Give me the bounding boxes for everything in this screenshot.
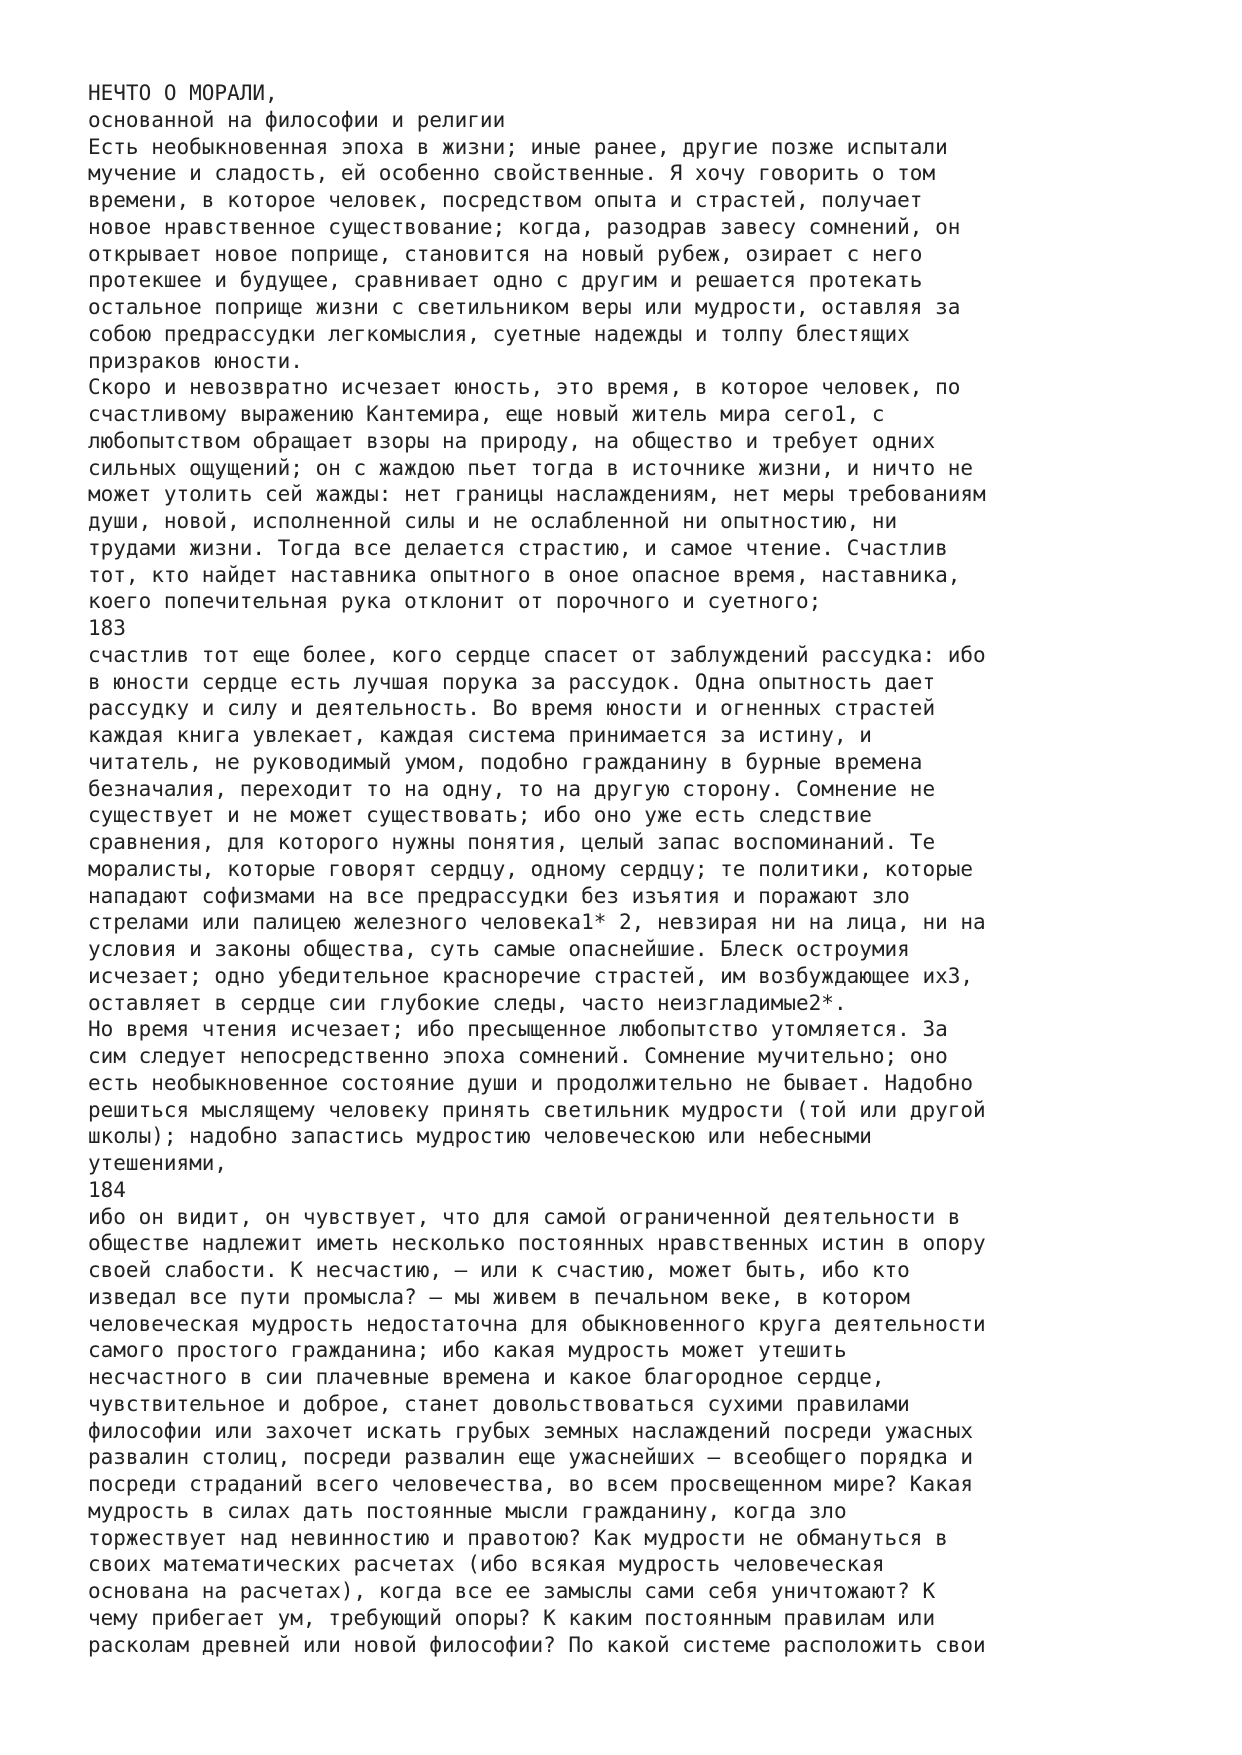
text-line: моралисты, которые говорят сердцу, одному сердцу; те политики, которые: [88, 856, 974, 881]
text-line: души, новой, исполненной силы и не ослабленной ни опытностию, ни: [88, 509, 898, 533]
text-line: трудами жизни. Тогда все делается страстию, и самое чтение. Счастлив: [88, 535, 948, 560]
text-line: философии или захочет искать грубых земных наслаждений посреди ужасных: [88, 1418, 974, 1443]
text-line: остальное поприще жизни с светильником веры или мудрости, оставляя за: [88, 295, 961, 319]
text-line: сим следует непосредственно эпоха сомнений. Сомнение мучительно; оно: [88, 1044, 948, 1068]
text-line: самого простого гражданина; ибо какая мудрость может утешить: [88, 1338, 847, 1363]
text-line: есть необыкновенное состояние души и продолжительно не бывает. Надобно: [88, 1070, 974, 1095]
text-line: призраков юности.: [88, 348, 303, 373]
text-line: мудрость в силах дать постоянные мысли гражданину, когда зло: [88, 1498, 847, 1523]
page-number: 184: [88, 1177, 126, 1202]
text-line: ибо он видит, он чувствует, что для самой ограниченной деятельности в: [88, 1204, 961, 1229]
text-line: счастливому выражению Кантемира, еще новый житель мира сего1, с: [88, 402, 885, 426]
page-number: 183: [88, 616, 126, 640]
document-subtitle: основанной на философии и религии: [88, 107, 506, 132]
text-line: новое нравственное существование; когда, разодрав завесу сомнений, он: [88, 214, 961, 239]
text-line: своей слабости. К несчастию, — или к счастию, может быть, ибо кто: [88, 1258, 910, 1282]
document-title: НЕЧТО О МОРАЛИ,: [88, 81, 278, 105]
text-line: утешениями,: [88, 1151, 228, 1175]
document-page: [88, 80, 1208, 1685]
text-line: условия и законы общества, суть самые опаснейшие. Блеск остроумия: [88, 937, 910, 961]
text-line: своих математических расчетах (ибо всякая мудрость человеческая: [88, 1552, 885, 1577]
text-line: безначалия, переходит то на одну, то на другую сторону. Сомнение не: [88, 776, 936, 801]
text-line: существует и не может существовать; ибо оно уже есть следствие: [88, 803, 872, 828]
text-line: чему прибегает ум, требующий опоры? К каким постоянным правилам или: [88, 1605, 936, 1630]
text-line: торжествует над невинностию и правотою? Как мудрости не обмануться в: [88, 1525, 948, 1550]
text-line: читатель, не руководимый умом, подобно гражданину в бурные времена: [88, 749, 923, 774]
text-line: рассудку и силу и деятельность. Во время юности и огненных страстей: [88, 696, 936, 721]
text-line: человеческая мудрость недостаточна для обыкновенного круга деятельности: [88, 1311, 986, 1336]
text-line: развалин столиц, посреди развалин еще ужаснейших — всеобщего порядка и: [88, 1445, 974, 1470]
text-line: нападают софизмами на все предрассудки без изъятия и поражают зло: [88, 883, 910, 908]
text-line: посреди страданий всего человечества, во всем просвещенном мире? Какая: [88, 1472, 974, 1496]
text-line: времени, в которое человек, посредством опыта и страстей, получает: [88, 188, 923, 212]
text-line: чувствительное и доброе, станет довольствоваться сухими правилами: [88, 1391, 910, 1416]
text-line: несчастного в сии плачевные времена и какое благородное сердце,: [88, 1365, 885, 1389]
text-line: коего попечительная рука отклонит от порочного и суетного;: [88, 589, 822, 614]
text-line: оставляет в сердце сии глубокие следы, часто неизгладимые2*.: [88, 990, 847, 1015]
text-line: Но время чтения исчезает; ибо пресыщенное любопытство утомляется. За: [88, 1017, 948, 1042]
text-line: собою предрассудки легкомыслия, суетные надежды и толпу блестящих: [88, 321, 910, 346]
text-line: [88, 1658, 1208, 1685]
text-line: исчезает; одно убедительное красноречие страстей, им возбуждающее их3,: [88, 963, 974, 988]
text-line: Есть необыкновенная эпоха в жизни; иные ранее, другие позже испытали: [88, 134, 948, 159]
text-line: в юности сердце есть лучшая порука за рассудок. Одна опытность дает: [88, 669, 936, 694]
text-line: протекшее и будущее, сравнивает одно с другим и решается протекать: [88, 268, 923, 293]
text-line: любопытством обращает взоры на природу, на общество и требует одних: [88, 428, 936, 453]
text-line: открывает новое поприще, становится на новый рубеж, озирает с него: [88, 241, 923, 266]
text-line: изведал все пути промысла? — мы живем в печальном веке, в котором: [88, 1284, 910, 1309]
text-line: сравнения, для которого нужны понятия, целый запас воспоминаний. Те: [88, 830, 936, 854]
text-line: мучение и сладость, ей особенно свойственные. Я хочу говорить о том: [88, 161, 936, 186]
text-line: школы); надобно запастись мудростию человеческою или небесными: [88, 1124, 872, 1149]
text-line: стрелами или палицею железного человека1* 2, невзирая ни на лица, ни на: [88, 910, 986, 935]
text-line: счастлив тот еще более, кого сердце спасет от заблуждений рассудка: ибо: [88, 642, 986, 667]
text-line: сильных ощущений; он с жаждою пьет тогда в источнике жизни, и ничто не: [88, 455, 974, 480]
text-line: может утолить сей жажды: нет границы наслаждениям, нет меры требованиям: [88, 482, 986, 507]
text-line: решиться мыслящему человеку принять светильник мудрости (той или другой: [88, 1097, 986, 1122]
text-line: обществе надлежит иметь несколько постоянных нравственных истин в опору: [88, 1231, 986, 1256]
text-line: расколам древней или новой философии? По какой системе расположить свои: [88, 1632, 986, 1657]
text-line: тот, кто найдет наставника опытного в оное опасное время, наставника,: [88, 562, 961, 587]
text-line: основана на расчетах), когда все ее замыслы сами себя уничтожают? К: [88, 1579, 936, 1603]
text-line: каждая книга увлекает, каждая система принимается за истину, и: [88, 723, 872, 747]
text-line: Скоро и невозвратно исчезает юность, это время, в которое человек, по: [88, 375, 961, 400]
